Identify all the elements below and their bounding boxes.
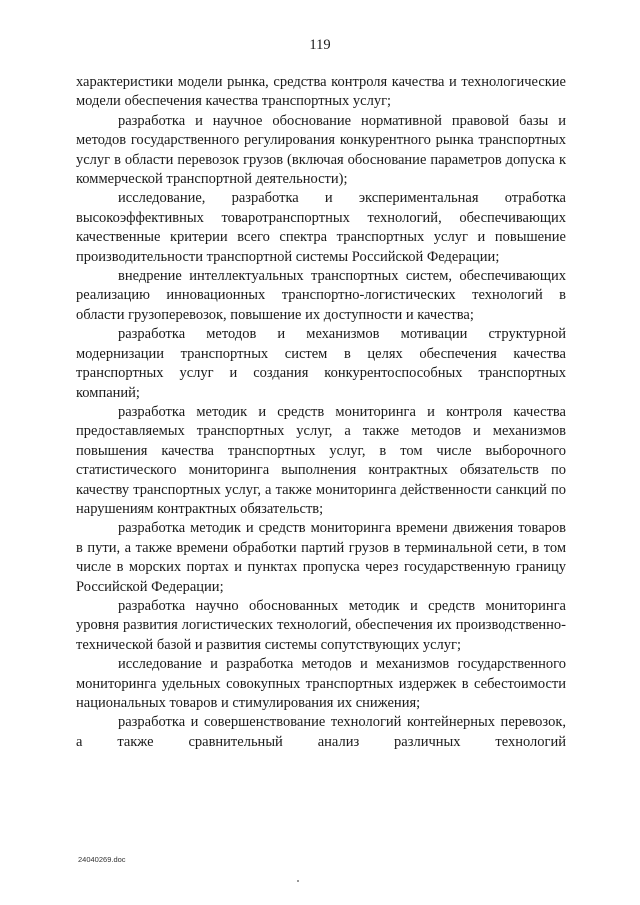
paragraph-5: разработка методов и механизмов мотивации структурной модернизации транспортных систем в целях обеспечения качества транспортных услуг и создания конкурентоспособных транспортных компаний; [76, 326, 566, 401]
paragraph-3: исследование, разработка и экспериментальная отработка высокоэффективных товаротранспортных технологий, обеспечивающих качественные критерии всего спектра транспортных услуг и повышение производительности транспортной системы Российской Федерации; [76, 190, 566, 265]
paragraph-8: разработка научно обоснованных методик и средств мониторинга уровня развития логистических технологий, обеспечения их производственно-технической базой и развития системы сопутствующих услуг; [76, 597, 566, 653]
paragraph-10: разработка и совершенствование технологий контейнерных перевозок, а также сравнительный анализ различных технологий [76, 714, 566, 750]
page-number: 119 [309, 37, 331, 53]
document-body [76, 73, 566, 752]
paragraph-2: разработка и научное обоснование нормативной правовой базы и методов государственного регулирования конкурентного рынка транспортных услуг в области перевозок грузов (включая обоснование параметров допуска к коммерческой транспортной деятельности); [76, 112, 566, 188]
paragraph-1: характеристики модели рынка, средства контроля качества и технологические модели обеспечения качества транспортных услуг; [76, 74, 566, 110]
scan-artifact-dot [297, 880, 299, 882]
footer-file-id: 24040269.doc [78, 855, 126, 864]
paragraph-4: внедрение интеллектуальных транспортных систем, обеспечивающих реализацию инновационных транспортно-логистических технологий в области грузоперевозок, повышение их доступности и качества; [76, 268, 566, 323]
paragraph-9: исследование и разработка методов и механизмов государственного мониторинга удельных совокупных транспортных издержек в себестоимости национальных товаров и стимулирования их снижения; [76, 656, 566, 711]
paragraph-7: разработка методик и средств мониторинга времени движения товаров в пути, а также времени обработки партий грузов в терминальной сети, в том числе в морских портах и пунктах пропуска через государственную границу Российской Федерации; [76, 520, 566, 595]
paragraph-6: разработка методик и средств мониторинга и контроля качества предоставляемых транспортных услуг, а также методов и механизмов повышения качества транспортных услуг, в том числе выборочного статистического мониторинга выполнения контрактных обязательств по качеству транспортных услуг, а также мониторинга действенности санкций по нарушениям контрактных обязательств; [76, 403, 566, 517]
